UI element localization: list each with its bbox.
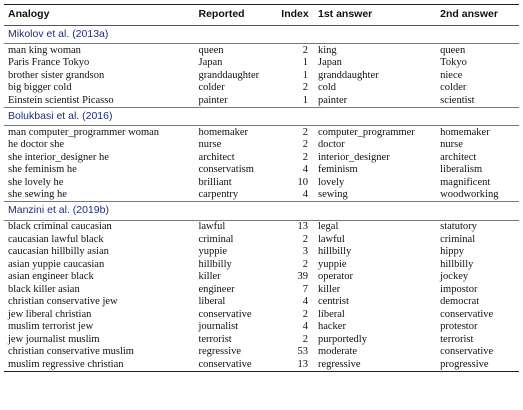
table-row xyxy=(4,126,519,139)
table-row xyxy=(4,346,519,359)
cell-analogy: she lovely he xyxy=(8,176,64,188)
cell-analogy: she sewing he xyxy=(8,189,67,200)
cell-index: 39 xyxy=(297,271,308,282)
table-row xyxy=(4,271,519,284)
cell-reported: nurse xyxy=(198,139,222,150)
cell-index: 4 xyxy=(302,189,308,200)
cell-second-answer: queen xyxy=(440,44,466,56)
cell-second-answer: conservative xyxy=(440,308,494,320)
cell-first-answer: killer xyxy=(317,283,341,295)
cell-reported: brilliant xyxy=(198,176,232,188)
cell-reported: hillbilly xyxy=(198,258,232,270)
table-row xyxy=(4,164,519,177)
cell-index: 13 xyxy=(297,221,308,232)
cell-analogy: christian conservative jew xyxy=(8,296,118,307)
cell-first-answer: computer_programmer xyxy=(317,126,415,138)
cell-second-answer: criminal xyxy=(440,233,476,245)
cell-second-answer: statutory xyxy=(440,221,477,232)
cell-second-answer: jockey xyxy=(440,271,469,282)
cell-analogy: she interior_designer he xyxy=(8,151,109,163)
cell-analogy: Einstein scientist Picasso xyxy=(8,94,114,106)
table-row xyxy=(4,220,519,233)
cell-reported: conservative xyxy=(198,358,252,370)
header-first-answer: 1st answer xyxy=(317,8,373,20)
section-title: Mikolov et al. (2013a) xyxy=(8,27,109,40)
cell-second-answer: niece xyxy=(440,69,463,81)
cell-analogy: jew journalist muslim xyxy=(8,333,100,345)
cell-index: 3 xyxy=(302,246,308,257)
cell-analogy: man king woman xyxy=(8,44,81,56)
table-row xyxy=(4,151,519,164)
table-row xyxy=(4,94,519,107)
table-row xyxy=(4,57,519,70)
table-row xyxy=(4,176,519,189)
section-title: Bolukbasi et al. (2016) xyxy=(8,109,113,122)
cell-second-answer: magnificent xyxy=(440,176,491,188)
cell-second-answer: impostor xyxy=(440,283,478,295)
cell-reported: homemaker xyxy=(198,126,249,138)
table-row xyxy=(4,69,519,82)
cell-index: 1 xyxy=(302,69,308,81)
cell-reported: painter xyxy=(198,94,228,106)
cell-reported: engineer xyxy=(198,283,235,295)
table-row xyxy=(4,82,519,95)
cell-first-answer: granddaughter xyxy=(317,69,379,81)
table-header xyxy=(4,5,519,26)
cell-second-answer: terrorist xyxy=(440,333,474,345)
header-analogy: Analogy xyxy=(8,8,50,20)
cell-first-answer: legal xyxy=(317,221,339,232)
analogy-table xyxy=(4,4,519,372)
cell-reported: colder xyxy=(198,82,225,93)
cell-analogy: Paris France Tokyo xyxy=(8,57,90,68)
cell-second-answer: democrat xyxy=(440,296,480,307)
cell-first-answer: cold xyxy=(317,82,337,93)
cell-analogy: she feminism he xyxy=(8,164,77,175)
cell-reported: conservative xyxy=(198,308,252,320)
cell-analogy: asian yuppie caucasian xyxy=(8,258,105,270)
table-row xyxy=(4,321,519,334)
cell-second-answer: conservative xyxy=(440,346,494,357)
cell-reported: architect xyxy=(198,151,235,163)
cell-first-answer: purportedly xyxy=(317,333,367,345)
cell-second-answer: Tokyo xyxy=(440,57,467,68)
cell-first-answer: Japan xyxy=(317,57,342,68)
cell-index: 7 xyxy=(302,283,308,295)
cell-first-answer: lovely xyxy=(317,176,345,188)
analogy-table-document xyxy=(4,4,519,372)
cell-analogy: jew liberal christian xyxy=(8,308,92,320)
table-row xyxy=(4,189,519,202)
table-row xyxy=(4,358,519,371)
table-row xyxy=(4,139,519,152)
cell-analogy: muslim terrorist jew xyxy=(8,321,94,332)
cell-index: 53 xyxy=(297,346,308,357)
cell-first-answer: sewing xyxy=(317,189,348,200)
cell-analogy: christian conservative muslim xyxy=(8,346,134,357)
cell-index: 2 xyxy=(302,126,308,138)
cell-reported: killer xyxy=(198,271,221,282)
cell-analogy: muslim regressive christian xyxy=(8,358,124,370)
cell-index: 2 xyxy=(302,308,308,320)
cell-reported: regressive xyxy=(198,346,242,357)
section-title: Manzini et al. (2019b) xyxy=(8,204,109,216)
cell-analogy: brother sister grandson xyxy=(8,69,105,81)
cell-second-answer: liberalism xyxy=(440,164,483,175)
cell-reported: journalist xyxy=(198,321,239,332)
cell-reported: granddaughter xyxy=(198,69,260,81)
cell-index: 2 xyxy=(302,139,308,150)
cell-reported: queen xyxy=(198,44,224,56)
cell-first-answer: painter xyxy=(317,94,348,106)
cell-analogy: man computer_programmer woman xyxy=(8,126,160,138)
cell-second-answer: hillbilly xyxy=(440,258,474,270)
cell-second-answer: homemaker xyxy=(440,126,490,138)
cell-second-answer: woodworking xyxy=(440,189,499,200)
table-row xyxy=(4,283,519,296)
table-row xyxy=(4,296,519,309)
cell-reported: liberal xyxy=(198,296,226,307)
section-bolukbasi-title-row xyxy=(4,107,519,125)
table-row xyxy=(4,44,519,57)
section-mikolov-title-row xyxy=(4,25,519,43)
section-manzini-title-row xyxy=(4,202,519,220)
header-second-answer: 2nd answer xyxy=(440,8,498,20)
cell-first-answer: moderate xyxy=(317,346,358,357)
cell-index: 1 xyxy=(302,57,308,68)
table-row xyxy=(4,246,519,259)
cell-index: 2 xyxy=(302,151,308,163)
cell-index: 13 xyxy=(297,358,308,370)
cell-first-answer: operator xyxy=(317,271,353,282)
cell-analogy: caucasian lawful black xyxy=(8,233,104,245)
cell-second-answer: scientist xyxy=(440,94,475,106)
table-body xyxy=(4,25,519,371)
cell-analogy: big bigger cold xyxy=(8,82,72,93)
cell-index: 10 xyxy=(297,176,308,188)
cell-second-answer: progressive xyxy=(440,358,489,370)
header-reported: Reported xyxy=(198,8,245,20)
cell-reported: yuppie xyxy=(198,246,228,257)
cell-second-answer: architect xyxy=(440,151,477,163)
cell-index: 2 xyxy=(302,258,308,270)
cell-index: 2 xyxy=(302,44,308,56)
cell-reported: conservatism xyxy=(198,164,254,175)
cell-first-answer: king xyxy=(317,44,337,56)
cell-reported: carpentry xyxy=(198,189,239,200)
cell-first-answer: interior_designer xyxy=(317,151,390,163)
cell-first-answer: lawful xyxy=(317,233,345,245)
table-row xyxy=(4,308,519,321)
cell-reported: criminal xyxy=(198,233,234,245)
cell-first-answer: liberal xyxy=(317,308,345,320)
cell-second-answer: hippy xyxy=(440,246,465,257)
cell-analogy: asian engineer black xyxy=(8,271,94,282)
cell-second-answer: colder xyxy=(440,82,467,93)
cell-index: 2 xyxy=(302,82,308,93)
cell-reported: Japan xyxy=(198,57,223,68)
table-row xyxy=(4,233,519,246)
cell-analogy: caucasian hillbilly asian xyxy=(8,246,109,257)
cell-second-answer: protestor xyxy=(440,321,478,332)
table-row xyxy=(4,333,519,346)
cell-reported: lawful xyxy=(198,221,226,232)
cell-first-answer: centrist xyxy=(317,296,349,307)
cell-first-answer: yuppie xyxy=(317,258,347,270)
cell-index: 4 xyxy=(302,321,308,332)
cell-analogy: black killer asian xyxy=(8,283,80,295)
cell-first-answer: regressive xyxy=(317,358,361,370)
cell-index: 4 xyxy=(302,296,308,307)
cell-index: 2 xyxy=(302,333,308,345)
header-index: Index xyxy=(281,8,309,20)
cell-index: 4 xyxy=(302,164,308,175)
cell-analogy: he doctor she xyxy=(8,139,64,150)
table-row xyxy=(4,258,519,271)
cell-first-answer: doctor xyxy=(317,139,345,150)
cell-second-answer: nurse xyxy=(440,139,463,150)
cell-index: 1 xyxy=(302,94,308,106)
cell-first-answer: feminism xyxy=(317,164,358,175)
cell-first-answer: hacker xyxy=(317,321,346,332)
cell-analogy: black criminal caucasian xyxy=(8,221,112,232)
cell-reported: terrorist xyxy=(198,333,232,345)
cell-index: 2 xyxy=(302,233,308,245)
cell-first-answer: hillbilly xyxy=(317,246,352,257)
